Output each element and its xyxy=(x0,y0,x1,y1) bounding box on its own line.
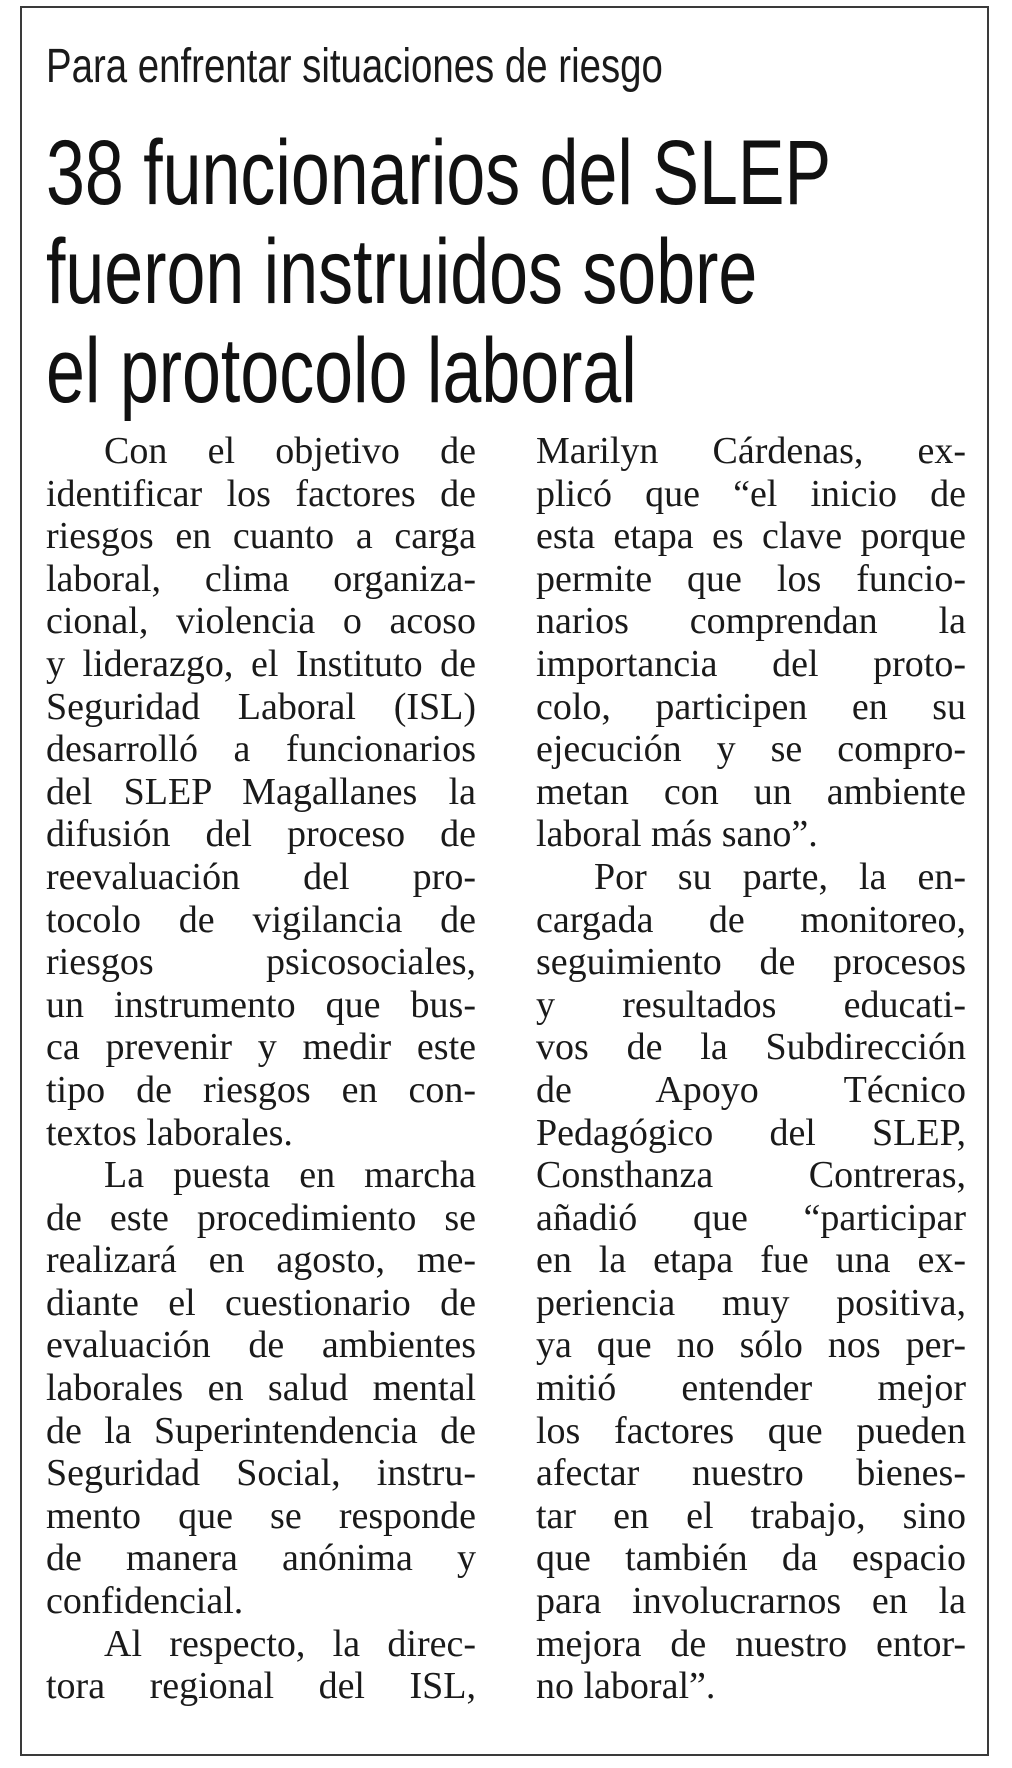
article-kicker: Para enfrentar situaciones de riesgo xyxy=(46,40,663,93)
body-text-line: metan con un ambiente xyxy=(536,770,966,813)
body-text-line: Seguridad Social, instru- xyxy=(46,1452,476,1495)
body-text-line: realizará en agosto, me- xyxy=(46,1239,476,1282)
body-text-line: y liderazgo, el Instituto de xyxy=(46,642,476,685)
body-text-line: seguimiento de procesos xyxy=(536,941,966,984)
body-text-line: que también da espacio xyxy=(536,1537,966,1580)
body-text-line: mitió entender mejor xyxy=(536,1367,966,1410)
body-text-line: añadió que “participar xyxy=(536,1196,966,1239)
article-body-right-column xyxy=(536,430,966,1708)
body-text-line: narios comprendan la xyxy=(536,600,966,643)
body-text-line: plicó que “el inicio de xyxy=(536,472,966,515)
article-headline xyxy=(46,124,831,421)
body-text-line: Con el objetivo de xyxy=(104,430,476,472)
body-text-line: importancia del proto- xyxy=(536,642,966,685)
body-text-line: ejecución y se compro- xyxy=(536,728,966,771)
body-text-line: afectar nuestro bienes- xyxy=(536,1452,966,1495)
headline-line: 38 funcionarios del SLEP xyxy=(46,122,832,224)
body-text-line: laboral, clima organiza- xyxy=(46,557,476,600)
body-text-line: no laboral”. xyxy=(536,1665,716,1708)
body-text-line: Por su parte, la en- xyxy=(594,855,966,898)
body-text-line: riesgos en cuanto a carga xyxy=(46,515,476,558)
article-body-left-column xyxy=(46,430,476,1708)
body-text-line: evaluación de ambientes xyxy=(46,1324,476,1367)
body-text-line: laborales en salud mental xyxy=(46,1367,476,1410)
body-text-line: Marilyn Cárdenas, ex- xyxy=(536,430,966,472)
body-text-line: del SLEP Magallanes la xyxy=(46,770,476,813)
body-text-line: vos de la Subdirección xyxy=(536,1026,966,1069)
body-text-line: tora regional del ISL, xyxy=(46,1665,476,1708)
body-text-line: y resultados educati- xyxy=(536,983,966,1026)
body-text-line: de este procedimiento se xyxy=(46,1196,476,1239)
body-text-line: de la Superintendencia de xyxy=(46,1409,476,1452)
body-text-line: ca prevenir y medir este xyxy=(46,1026,476,1069)
body-text-line: un instrumento que bus- xyxy=(46,983,476,1026)
body-text-line: colo, participen en su xyxy=(536,685,966,728)
body-text-line: tar en el trabajo, sino xyxy=(536,1494,966,1537)
body-text-line: ya que no sólo nos per- xyxy=(536,1324,966,1367)
body-text-line: periencia muy positiva, xyxy=(536,1281,966,1324)
body-text-line: en la etapa fue una ex- xyxy=(536,1239,966,1282)
body-text-line: de Apoyo Técnico xyxy=(536,1068,966,1111)
body-text-line: Consthanza Contreras, xyxy=(536,1154,966,1197)
body-text-line: cargada de monitoreo, xyxy=(536,898,966,941)
body-text-line: diante el cuestionario de xyxy=(46,1281,476,1324)
body-text-line: mejora de nuestro entor- xyxy=(536,1622,966,1665)
body-text-line: difusión del proceso de xyxy=(46,813,476,856)
body-text-line: Seguridad Laboral (ISL) xyxy=(46,685,476,728)
body-text-line: permite que los funcio- xyxy=(536,557,966,600)
body-text-line: cional, violencia o acoso xyxy=(46,600,476,643)
body-text-line: textos laborales. xyxy=(46,1111,293,1154)
headline-line: el protocolo laboral xyxy=(46,320,637,422)
body-text-line: para involucrarnos en la xyxy=(536,1580,966,1623)
body-text-line: desarrolló a funcionarios xyxy=(46,728,476,771)
body-text-line: mento que se responde xyxy=(46,1494,476,1537)
body-text-line: Al respecto, la direc- xyxy=(104,1622,476,1665)
body-text-line: tipo de riesgos en con- xyxy=(46,1068,476,1111)
body-text-line: reevaluación del pro- xyxy=(46,855,476,898)
body-text-line: Pedagógico del SLEP, xyxy=(536,1111,966,1154)
body-text-line: esta etapa es clave porque xyxy=(536,515,966,558)
body-text-line: confidencial. xyxy=(46,1580,244,1623)
headline-line: fueron instruidos sobre xyxy=(46,221,758,323)
body-text-line: identificar los factores de xyxy=(46,472,476,515)
body-text-line: La puesta en marcha xyxy=(104,1154,476,1197)
body-text-line: riesgos psicosociales, xyxy=(46,941,476,984)
body-text-line: laboral más sano”. xyxy=(536,813,818,856)
body-text-line: de manera anónima y xyxy=(46,1537,476,1580)
body-text-line: tocolo de vigilancia de xyxy=(46,898,476,941)
body-text-line: los factores que pueden xyxy=(536,1409,966,1452)
